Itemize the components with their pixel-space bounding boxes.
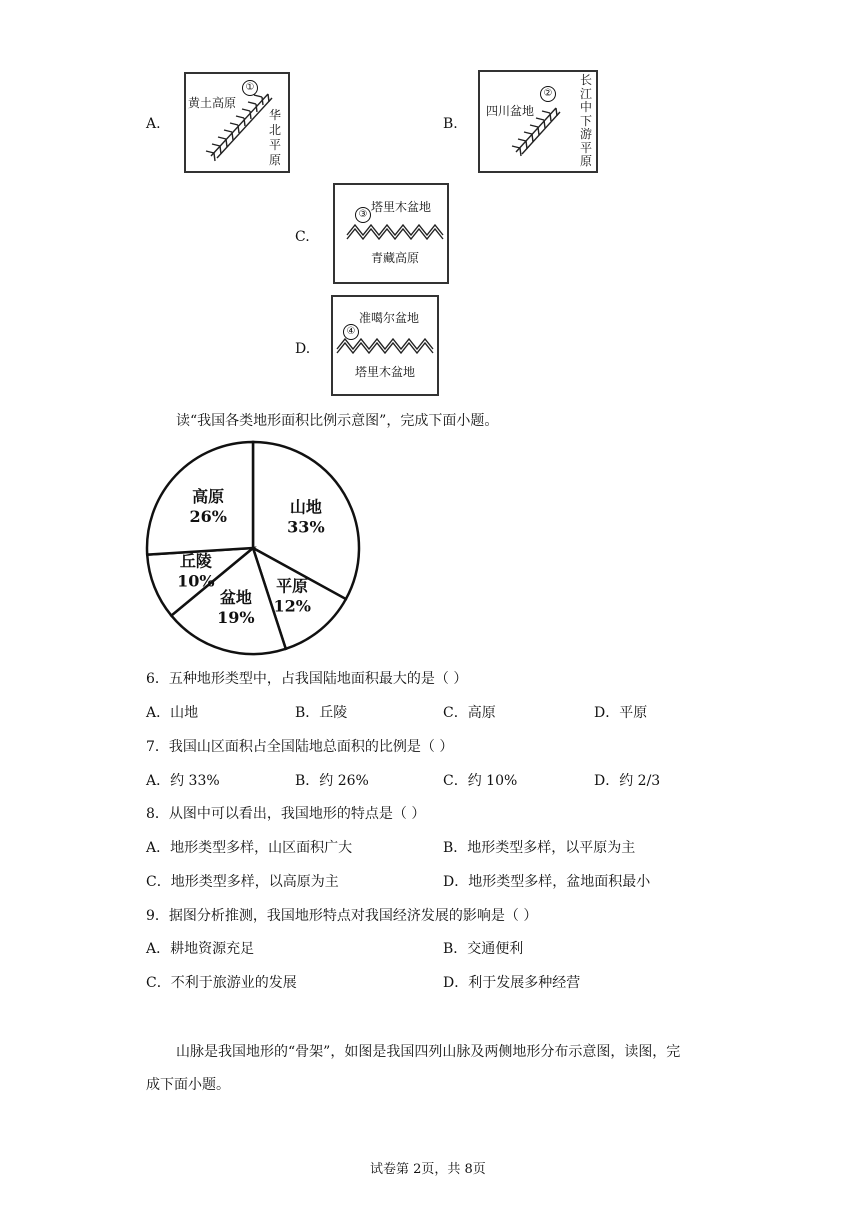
pie-slice-label-1: 平原 [276,576,309,596]
question-8-stem: 8．从图中可以看出，我国地形的特点是（ ） [146,806,426,822]
q9-option-a: A．耕地资源充足 [146,941,255,957]
pie-intro-text: 读“我国各类地形面积比例示意图”，完成下面小题。 [176,413,499,429]
diagram-a-left-label: 黄土高原 [188,96,237,110]
q7-option-a: A．约 33% [146,773,220,789]
diagram-a [184,72,290,173]
question-9-stem: 9．据图分析推测，我国地形特点对我国经济发展的影响是（ ） [146,908,538,924]
pie-slice-value-0: 33% [287,517,325,537]
diagram-b-left-label: 四川盆地 [486,104,535,118]
q6-option-a: A．山地 [146,705,199,721]
q9-option-b: B．交通便利 [443,941,524,957]
terrain-area-pie-chart [143,438,367,662]
page-footer: 试卷第 2页，共 8页 [370,1162,486,1177]
pie-slice-value-4: 26% [189,506,227,526]
pie-slice-value-3: 10% [177,571,215,591]
diagram-b-right-label: 长江中下游平原 [579,73,592,168]
question-7-stem: 7．我国山区面积占全国陆地总面积的比例是（ ） [146,739,454,755]
option-a-label: A. [146,116,161,132]
diagram-b [478,70,598,173]
mountain-number-1: ① [242,80,258,96]
option-b-label: B. [443,116,458,132]
pie-slice-label-0: 山地 [289,497,322,517]
diagram-d-top-label: 准噶尔盆地 [359,311,420,325]
diagram-c-top-label: 塔里木盆地 [371,200,432,214]
q8-option-a: A．地形类型多样，山区面积广大 [146,840,353,856]
mountain-number-2: ② [540,86,556,102]
pie-slice-label-3: 丘陵 [179,551,212,571]
diagram-a-right-label: 华北平原 [268,108,281,167]
q7-option-b: B．约 26% [295,773,369,789]
mountain-number-3: ③ [355,207,371,223]
diagram-c [333,183,449,284]
pie-slice-value-1: 12% [273,596,311,616]
q9-option-d: D．利于发展多种经营 [443,975,581,991]
q6-option-c: C．高原 [443,705,496,721]
q6-option-d: D．平原 [594,705,648,721]
q8-option-c: C．地形类型多样，以高原为主 [146,874,339,890]
option-d-label: D. [295,341,311,357]
closing-paragraph-line-2: 成下面小题。 [146,1077,230,1093]
diagram-d [331,295,439,396]
pie-slice-label-2: 盆地 [219,588,252,608]
mountain-range-horizontal-icon [335,221,447,245]
pie-slice-value-2: 19% [217,608,255,628]
q8-option-b: B．地形类型多样，以平原为主 [443,840,636,856]
option-c-label: C. [295,229,310,245]
question-6-stem: 6．五种地形类型中，占我国陆地面积最大的是（ ） [146,671,468,687]
q6-option-b: B．丘陵 [295,705,348,721]
mountain-number-4: ④ [343,324,359,340]
q7-option-c: C．约 10% [443,773,518,789]
diagram-d-bottom-label: 塔里木盆地 [355,365,416,379]
q9-option-c: C．不利于旅游业的发展 [146,975,297,991]
diagram-c-bottom-label: 青藏高原 [371,251,420,265]
q8-option-d: D．地形类型多样，盆地面积最小 [443,874,651,890]
pie-slice-label-4: 高原 [192,486,225,506]
closing-paragraph-line-1: 山脉是我国地形的“骨架”，如图是我国四列山脉及两侧地形分布示意图，读图，完 [176,1044,681,1060]
q7-option-d: D．约 2/3 [594,773,661,789]
mountain-range-horizontal-icon [333,335,437,359]
